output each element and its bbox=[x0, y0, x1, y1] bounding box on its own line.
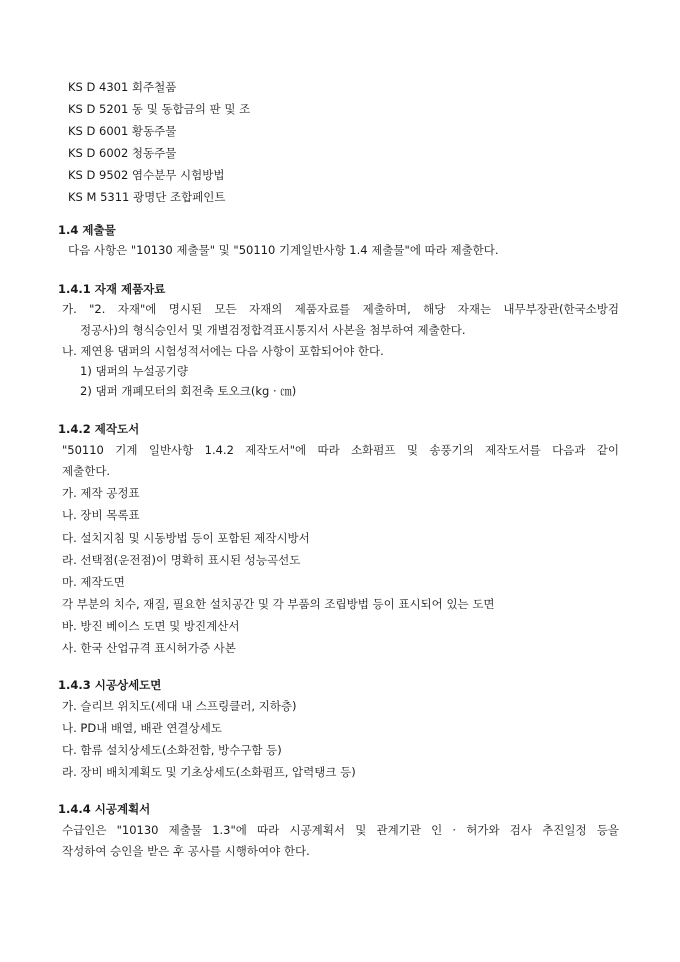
list-item: 마. 제작도면 bbox=[62, 575, 125, 589]
list-item: 나. 장비 목록표 bbox=[62, 508, 140, 522]
section-heading: 1.4.4 시공계획서 bbox=[58, 802, 151, 816]
standard-item: KS D 4301 회주철품 bbox=[68, 80, 177, 94]
list-item: 나. 제연용 댐퍼의 시험성적서에는 다음 사항이 포함되어야 한다. bbox=[62, 344, 384, 358]
sub-list-item: 2) 댐퍼 개폐모터의 회전축 토오크(kg · ㎝) bbox=[80, 384, 297, 398]
section-heading: 1.4.3 시공상세도면 bbox=[58, 678, 162, 692]
list-item: 가. 슬리브 위치도(세대 내 스프링클러, 지하층) bbox=[62, 699, 297, 713]
sub-list-item: 1) 댐퍼의 누설공기량 bbox=[80, 364, 188, 378]
paragraph-continuation: 제출한다. bbox=[62, 464, 111, 478]
section-heading: 1.4 제출물 bbox=[58, 223, 116, 237]
paragraph: "50110 기계 일반사항 1.4.2 제작도서"에 따라 소화펌프 및 송풍기의 제작도서를 다음과 같이 bbox=[62, 443, 619, 457]
list-item: 다. 함류 설치상세도(소화전함, 방수구함 등) bbox=[62, 743, 282, 757]
standard-item: KS D 6001 황동주물 bbox=[68, 124, 177, 138]
list-item: 나. PD내 배열, 배관 연결상세도 bbox=[62, 721, 222, 735]
section-heading: 1.4.1 자재 제품자료 bbox=[58, 282, 166, 296]
standard-item: KS D 5201 동 및 동합금의 판 및 조 bbox=[68, 102, 251, 116]
list-item: 바. 방진 베이스 도면 및 방진계산서 bbox=[62, 619, 240, 633]
standard-item: KS M 5311 광명단 조합페인트 bbox=[68, 190, 226, 204]
paragraph: 다음 사항은 "10130 제출물" 및 "50110 기계일반사항 1.4 제출물"에 따라 제출한다. bbox=[68, 243, 499, 257]
standard-item: KS D 9502 염수분무 시험방법 bbox=[68, 168, 225, 182]
list-item-continuation: 정공사)의 형식승인서 및 개별검정합격표시통지서 사본을 첨부하여 제출한다. bbox=[80, 323, 466, 337]
paragraph: 수급인은 "10130 제출물 1.3"에 따라 시공계획서 및 관계기관 인 · 허가와 검사 추진일정 등을 bbox=[62, 823, 619, 837]
list-item: 각 부분의 치수, 재질, 필요한 설치공간 및 각 부품의 조립방법 등이 표시되어 있는 도면 bbox=[62, 597, 495, 611]
list-item: 사. 한국 산업규격 표시허가증 사본 bbox=[62, 641, 236, 655]
list-item: 가. "2. 자재"에 명시된 모든 자재의 제품자료를 제출하며, 해당 자재는 내무부장관(한국소방검 bbox=[62, 302, 619, 316]
list-item: 가. 제작 공정표 bbox=[62, 486, 140, 500]
list-item: 라. 선택점(운전점)이 명확히 표시된 성능곡선도 bbox=[62, 553, 301, 567]
paragraph-continuation: 작성하여 승인을 받은 후 공사를 시행하여야 한다. bbox=[62, 844, 310, 858]
standard-item: KS D 6002 청동주물 bbox=[68, 146, 177, 160]
section-heading: 1.4.2 제작도서 bbox=[58, 422, 140, 436]
list-item: 라. 장비 배치계획도 및 기초상세도(소화펌프, 압력탱크 등) bbox=[62, 765, 356, 779]
list-item: 다. 설치지침 및 시동방법 등이 포함된 제작시방서 bbox=[62, 531, 310, 545]
